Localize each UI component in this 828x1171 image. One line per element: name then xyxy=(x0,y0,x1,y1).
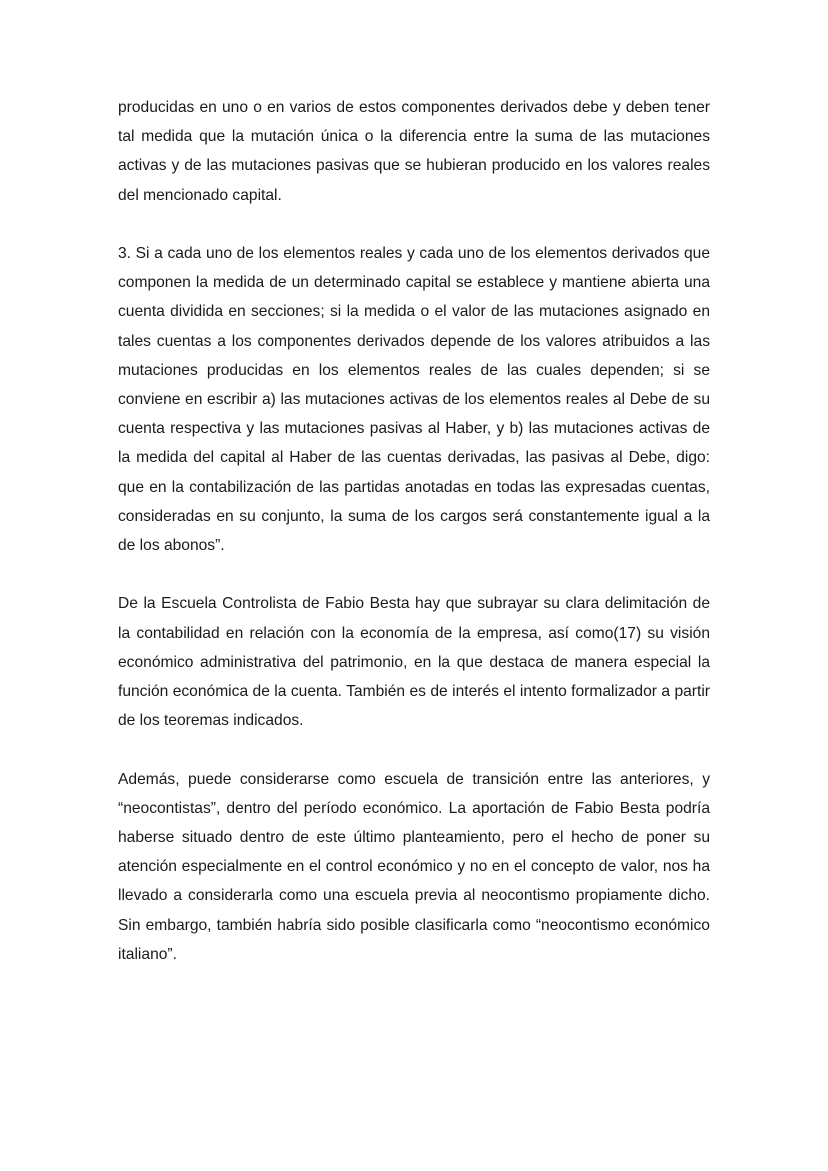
paragraph-controlist-school: De la Escuela Controlista de Fabio Besta hay que subrayar su clara delimitación de la contabilidad en relación con la economía de la empresa, así como(17) su visión económico administrativa del patrimonio, en la que destaca de manera especial la función económica de la cuenta. También es de interés el intento formalizador a partir de los teoremas indicados. xyxy=(118,595,710,730)
paragraph-transition-school: Además, puede considerarse como escuela de transición entre las anteriores, y “neocontistas”, dentro del período económico. La aportación de Fabio Besta podría haberse situado dentro de este último planteamiento, pero el hecho de poner su atención especialmente en el control económico y no en el concepto de valor, nos ha llevado a considerarla como una escuela previa al neocontismo propiamente dicho. Sin embargo, también habría sido posible clasificarla como “neocontismo económico italiano”. xyxy=(118,770,710,963)
paragraph-continuation: producidas en uno o en varios de estos componentes derivados debe y deben tener tal medida que la mutación única o la diferencia entre la suma de las mutaciones activas y de las mutaciones pasivas que se hubieran producido en los valores reales del mencionado capital. xyxy=(118,99,710,204)
document-body xyxy=(118,93,710,998)
paragraph-theorem-3: 3. Si a cada uno de los elementos reales y cada uno de los elementos derivados que componen la medida de un determinado capital se establece y mantiene abierta una cuenta dividida en secciones; si la medida o el valor de las mutaciones asignado en tales cuentas a los componentes derivados depende de los valores atribuidos a las mutaciones producidas en los elementos reales de las cuales dependen; si se conviene en escribir a) las mutaciones activas de los elementos reales al Debe de su cuenta respectiva y las mutaciones pasivas al Haber, y b) las mutaciones activas de la medida del capital al Haber de las cuentas derivadas, las pasivas al Debe, digo: que en la contabilización de las partidas anotadas en todas las expresadas cuentas, consideradas en su conjunto, la suma de los cargos será constantemente igual a la de los abonos”. xyxy=(118,245,710,555)
